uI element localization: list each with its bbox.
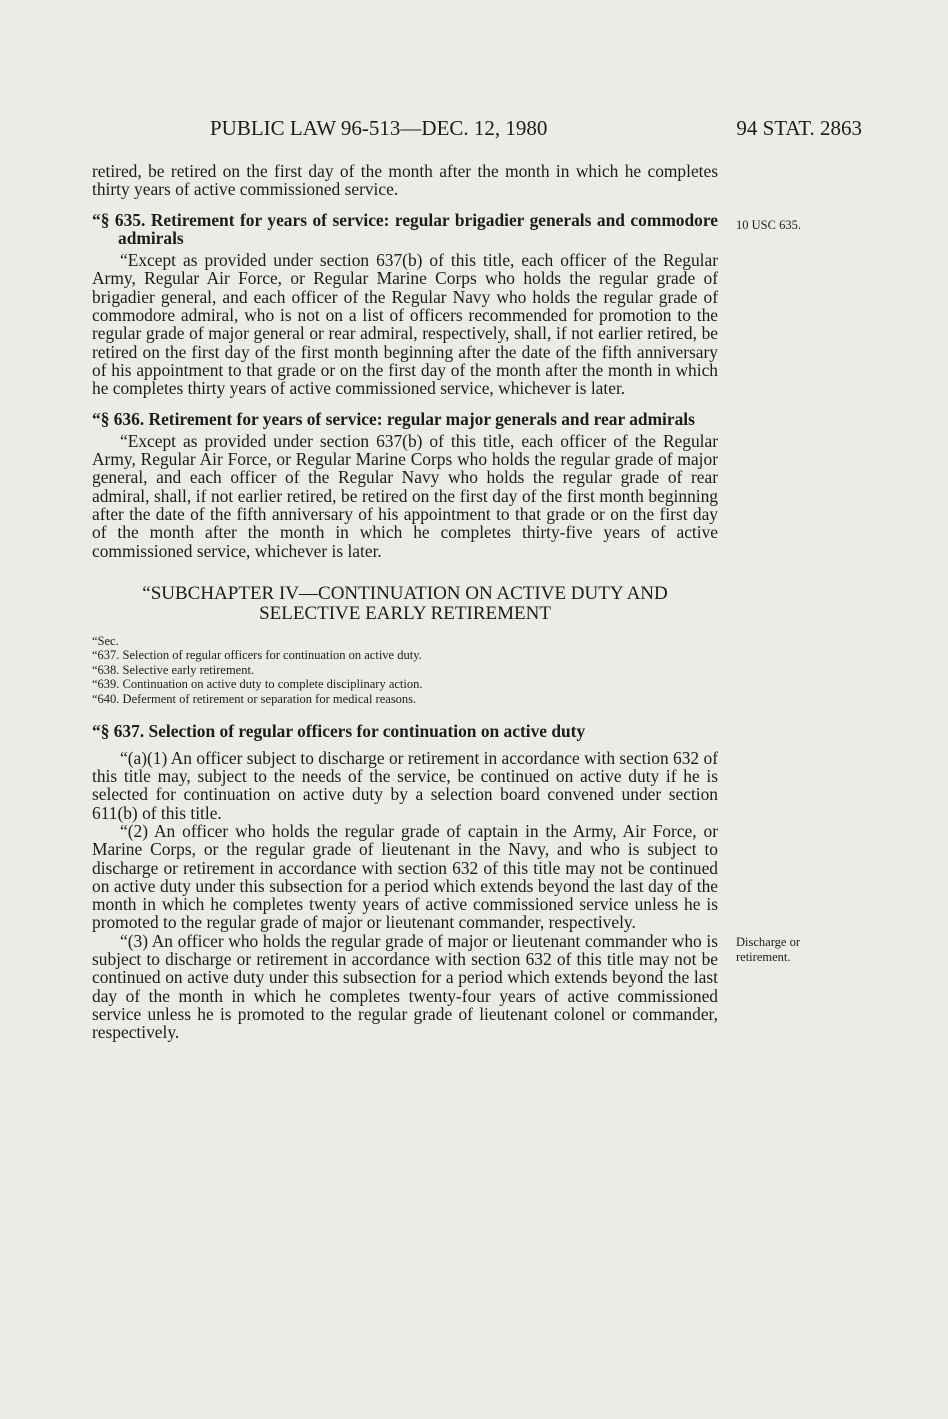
section-table-of-contents bbox=[92, 634, 718, 707]
section-637-a2: “(2) An officer who holds the regular grade of captain in the Army, Air Force, or Marine Corps, or the regular grade of lieutenant in the Navy, and who is subject to discharge or retirement in accordance with section 632 of this title may not be continued on active duty under this subsection for a period which extends beyond the last day of the month in which he completes twenty years of active commissioned service unless he is promoted to the regular grade of major or lieutenant commander, respectively. bbox=[92, 820, 718, 933]
toc-item-637: “637. Selection of regular officers for continuation on active duty. bbox=[92, 648, 422, 663]
section-636-heading: “§ 636. Retirement for years of service: regular major generals and rear admirals bbox=[92, 408, 695, 429]
section-637-a3: “(3) An officer who holds the regular grade of major or lieutenant commander who is subject to discharge or retirement in accordance with section 632 of this title may not be continued on active duty under this subsection for a period which extends beyond the last day of the month in which he completes twenty-four years of active commissioned service unless he is promoted to the regular grade of lieutenant colonel or commander, respectively. bbox=[92, 930, 718, 1043]
margin-note-discharge-line-2: retirement. bbox=[736, 950, 791, 964]
toc-item-639: “639. Continuation on active duty to complete disciplinary action. bbox=[92, 677, 423, 692]
margin-note-discharge-line-1: Discharge or bbox=[736, 935, 800, 949]
subchapter-heading bbox=[92, 584, 718, 624]
toc-item-638: “638. Selective early retirement. bbox=[92, 662, 255, 677]
section-635-text: “Except as provided under section 637(b) of this title, each officer of the Regular Army, Regular Air Force, or Regular Marine Corps who holds the regular grade of brigadier general, and each officer of the Regular Navy who holds the regular grade of commodore admiral, who is not on a list of officers recommended for promotion to the regular grade of major general or rear admiral, respectively, shall, if not earlier retired, be retired on the first day of the first month beginning after the date of the fifth anniversary of his appointment to that grade or on the first day of the month after the month in which he completes thirty years of active commissioned service, whichever is later. bbox=[92, 250, 718, 399]
margin-note-discharge bbox=[736, 935, 846, 965]
section-637-heading: “§ 637. Selection of regular officers for continuation on active duty bbox=[92, 721, 586, 742]
paragraph-intro: retired, be retired on the first day of the month after the month in which he completes thirty years of active commissioned service. bbox=[92, 161, 718, 200]
header-stat-page: 94 STAT. 2863 bbox=[736, 116, 862, 140]
section-636-text: “Except as provided under section 637(b) of this title, each officer of the Regular Army, Regular Air Force, or Regular Marine Corps who holds the regular grade of major general, and each officer of the Regular Navy who holds the regular grade of rear admiral, shall, if not earlier retired, be retired on the first day of the first month beginning after the date of the fifth anniversary of his appointment to that grade or on the first day of the month after the month in which he completes thirty-five years of active commissioned service, whichever is later. bbox=[92, 430, 718, 561]
page-header bbox=[92, 116, 862, 142]
margin-note-usc: 10 USC 635. bbox=[736, 218, 801, 232]
section-637-a1: “(a)(1) An officer subject to discharge or retirement in accordance with section 632 of this title may, subject to the needs of the service, be continued on active duty if he is selected for continuation on active duty by a selection board convened under section 611(b) of this title. bbox=[92, 747, 718, 823]
header-public-law: PUBLIC LAW 96-513—DEC. 12, 1980 bbox=[210, 116, 548, 140]
subchapter-heading-line-2: SELECTIVE EARLY RETIREMENT bbox=[259, 602, 551, 624]
section-635-heading: “§ 635. Retirement for years of service: regular brigadier generals and commodore admirals bbox=[92, 209, 718, 248]
document-body bbox=[92, 162, 718, 1041]
toc-sec-label: “Sec. bbox=[92, 633, 119, 648]
toc-item-640: “640. Deferment of retirement or separation for medical reasons. bbox=[92, 691, 417, 706]
subchapter-heading-line-1: “SUBCHAPTER IV—CONTINUATION ON ACTIVE DUTY AND bbox=[142, 582, 668, 604]
